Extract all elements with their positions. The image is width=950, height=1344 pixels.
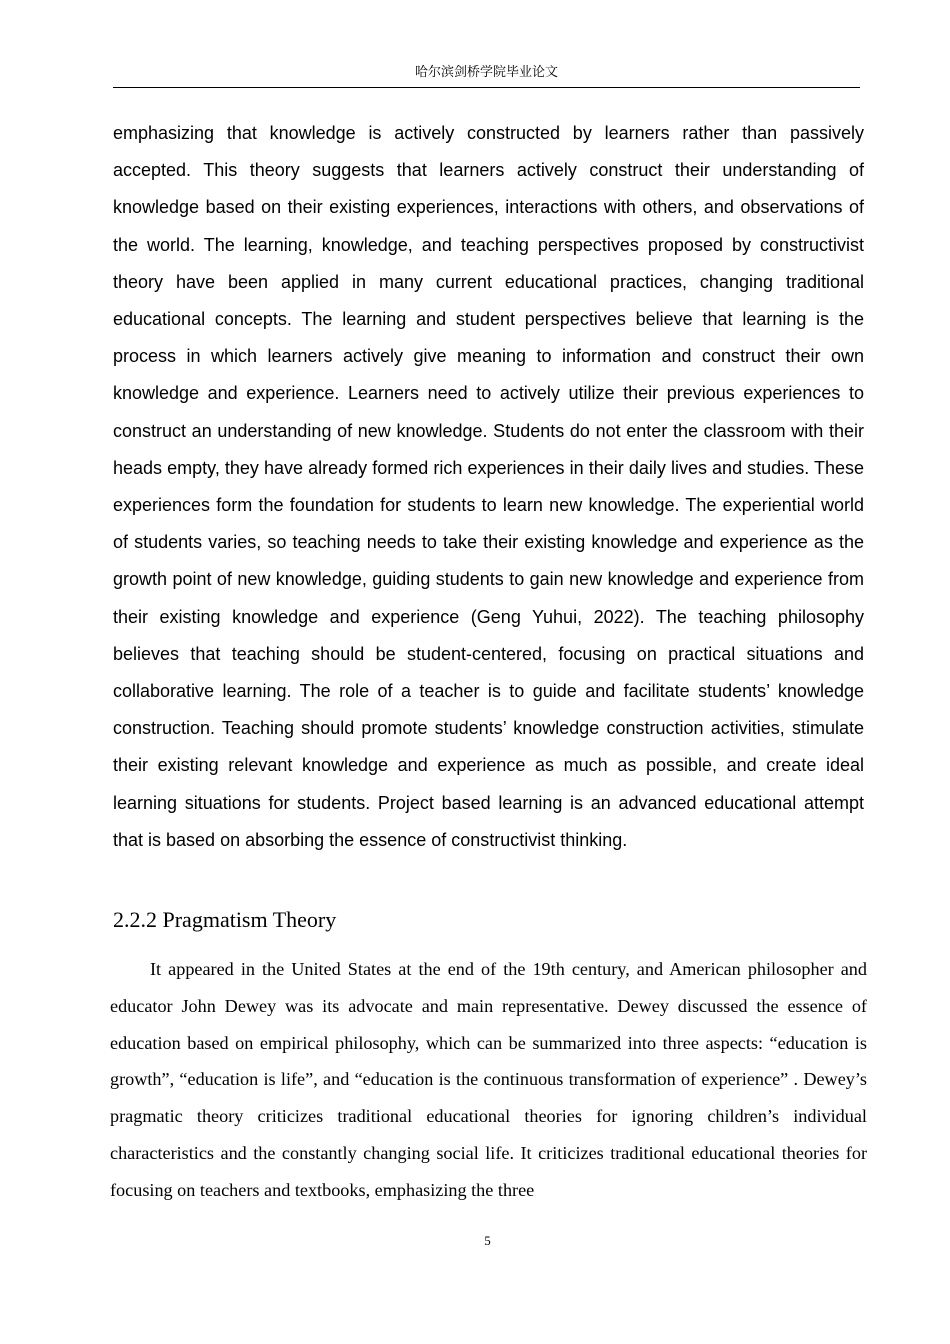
running-header: 哈尔滨剑桥学院毕业论文 [414,65,558,80]
body-paragraph-constructivism: emphasizing that knowledge is actively constructed by learners rather than passively accepted. This theory suggests that learners actively construct their understanding of knowledge based on their existing experiences, interactions with others, and observations of the world. The learning, knowledge, and teaching perspectives proposed by constructivist theory have been applied in many current educational practices, changing traditional educational concepts. The learning and student perspectives believe that learning is the process in which learners actively give meaning to information and construct their own knowledge and experience. Learners need to actively utilize their previous experiences to construct an understanding of new knowledge. Students do not enter the classroom with their heads empty, they have already formed rich experiences in their daily lives and studies. These experiences form the foundation for students to learn new knowledge. The experiential world of students varies, so teaching needs to take their existing knowledge and experience as the growth point of new knowledge, guiding students to gain new knowledge and experience from their existing knowledge and experience (Geng Yuhui, 2022). The teaching philosophy believes that teaching should be student-centered, focusing on practical situations and collaborative learning. The role of a teacher is to guide and facilitate students’ knowledge construction. Teaching should promote students’ knowledge construction activities, stimulate their existing relevant knowledge and experience as much as possible, and create ideal learning situations for students. Project based learning is an advanced educational attempt that is based on absorbing the essence of constructivist thinking. [113,123,864,850]
section-heading: 2.2.2 Pragmatism Theory [113,907,337,932]
header-divider [113,87,860,88]
page-number: 5 [484,1233,491,1248]
body-paragraph-pragmatism: It appeared in the United States at the end of the 19th century, and American philosopher and educator John Dewey was its advocate and main representative. Dewey discussed the essence of education based on empirical philosophy, which can be summarized into three aspects: “education is growth”, “education is life”, and “education is the continuous transformation of experience” . Dewey’s pragmatic theory criticizes traditional educational theories for ignoring children’s individual characteristics and the constantly changing social life. It criticizes traditional educational theories for focusing on teachers and textbooks, emphasizing the three [110,959,867,1200]
